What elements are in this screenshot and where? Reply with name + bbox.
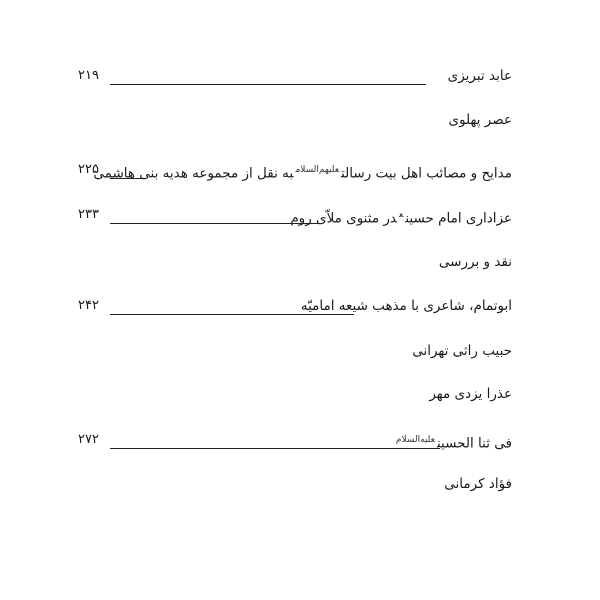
- toc-entry-page-number: ۲۳۳: [78, 207, 99, 222]
- toc-entry-title: عابد تبریزی: [447, 68, 512, 84]
- toc-entry[interactable]: [0, 160, 600, 184]
- toc-section-heading: [0, 341, 600, 365]
- toc-section-heading: [0, 110, 600, 134]
- honorific-glyph-icon: علیهم‌السلام: [295, 165, 340, 175]
- leader-line: [110, 178, 146, 179]
- toc-section-title: فؤاد کرمانی: [444, 476, 512, 492]
- toc-section-title: عذرا یزدی مهر: [429, 386, 512, 402]
- honorific-glyph-icon: علیه‌السلام: [395, 435, 435, 445]
- title-part-before: فی ثنا الحسین: [436, 435, 512, 452]
- title-part-after: به نقل از مجموعه هدیه بنی هاشمی: [93, 165, 294, 182]
- honorific-glyph-icon: ع: [398, 210, 404, 220]
- toc-section-heading: [0, 252, 600, 276]
- toc-section-heading: [0, 384, 600, 408]
- toc-section-title: عصر پهلوی: [448, 112, 512, 128]
- title-part-after: در مثنوی ملاّی روم: [290, 210, 397, 227]
- toc-entry-page-number: ۲۴۲: [78, 298, 99, 313]
- toc-entry-title: [290, 205, 512, 229]
- title-part-before: مدایح و مصائب اهل بیت رسالت: [341, 165, 512, 182]
- toc-section-title: حبیب راثی تهرانی: [412, 343, 512, 359]
- leader-line: [110, 448, 440, 449]
- toc-entry[interactable]: [0, 296, 600, 320]
- toc-section-heading: [0, 474, 600, 498]
- toc-entry-title: [394, 430, 512, 454]
- toc-entry-page-number: ۲۱۹: [78, 68, 99, 83]
- toc-entry-page-number: ۲۷۲: [78, 432, 99, 447]
- leader-line: [110, 223, 320, 224]
- toc-entry[interactable]: [0, 66, 600, 90]
- toc-entry[interactable]: [0, 430, 600, 454]
- title-part-before: عزاداری امام حسین: [405, 210, 512, 227]
- toc-entry-title: [93, 160, 512, 184]
- toc-section-title: نقد و بررسی: [438, 254, 512, 270]
- leader-line: [110, 314, 354, 315]
- toc-entry-page-number: ۲۲۵: [78, 162, 99, 177]
- leader-line: [110, 84, 426, 85]
- toc-entry[interactable]: [0, 205, 600, 229]
- toc-entry-title: ابوتمام، شاعری با مذهب شیعه امامیّه: [300, 298, 512, 314]
